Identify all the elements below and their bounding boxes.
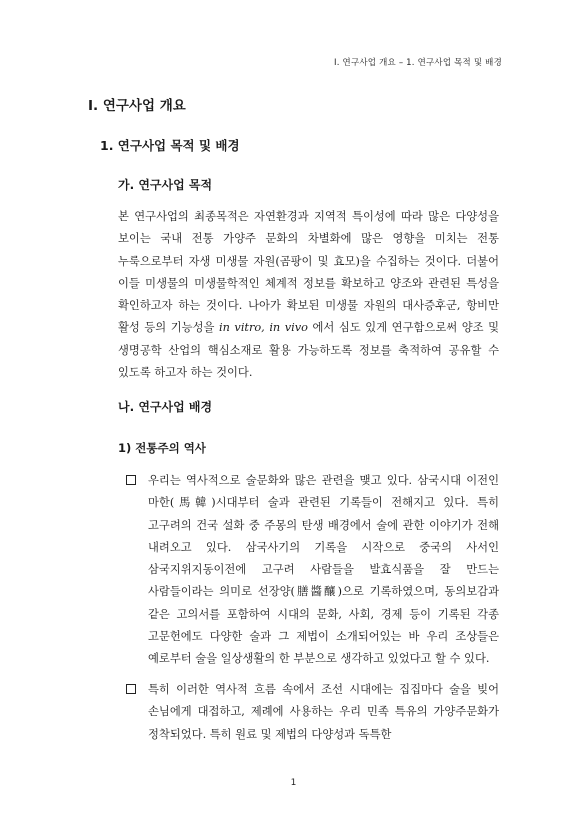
- checkbox-bullet-icon: [126, 684, 136, 694]
- section-heading: 1. 연구사업 목적 및 배경: [100, 138, 240, 153]
- purpose-paragraph: [118, 206, 499, 384]
- purpose-italic-term: in vitro, in vivo: [218, 321, 308, 335]
- running-header: I. 연구사업 개요 – 1. 연구사업 목적 및 배경: [334, 58, 502, 68]
- bullet-item: [126, 679, 499, 746]
- bullet-text: 우리는 역사적으로 술문화와 많은 관련을 맺고 있다. 삼국시대 이전인 마한(馬韓)시대부터 술과 관련된 기록들이 전해지고 있다. 특히 고구려의 건국 설화 중 주몽의 탄생 배경에서 술에 관한 이야기가 전해 내려오고 있다. 삼국사기의 기록을 시작으로 중국의 사서인 삼국지위지동이전에 고구려 사람들을 발효식품을 잘 만드는 사람들이라는 의미로 선장양(膳醬釀)으로 기록하였으며, 동의보감과 같은 고의서를 포함하여 시대의 문화, 사회, 경제 등이 기록된 각종 고문헌에도 다양한 술과 그 제법이 소개되어있는 바 우리 조상들은 예로부터 술을 일상생활의 한 부분으로 생각하고 있었다고 할 수 있다.: [148, 474, 499, 666]
- topic-heading-history: 1) 전통주의 역사: [118, 441, 206, 455]
- subsection-heading-background: 나. 연구사업 배경: [118, 400, 213, 414]
- purpose-text-1: 본 연구사업의 최종목적은 자연환경과 지역적 특이성에 따라 많은 다양성을 보이는 국내 전통 가양주 문화의 차별화에 많은 영향을 미치는 전통 누룩으로부터 자생 미생물 자원(곰팡이 및 효모)을 수집하는 것이다. 더불어 이들 미생물의 미생물학적인 체계적 정보를 확보하고 양조와 관련된 특성을 확인하고자 하는 것이다. 나아가 확보된 미생물 자원의 대사증후군, 항비만 활성 등의 기능성을: [118, 210, 499, 335]
- bullet-item: [126, 470, 499, 671]
- checkbox-bullet-icon: [126, 475, 136, 485]
- chapter-heading: Ⅰ. 연구사업 개요: [88, 98, 186, 114]
- purpose-text-2: 에서 심도 있게 연구함으로써 양조 및 생명공학 산업의 핵심소재로 활용 가능하도록 정보를 축적하여 공유할 수 있도록 하고자 하는 것이다.: [118, 321, 499, 380]
- page-number: 1: [290, 778, 297, 788]
- subsection-heading-purpose: 가. 연구사업 목적: [118, 178, 213, 192]
- bullet-text: 특히 이러한 역사적 흐름 속에서 조선 시대에는 집집마다 술을 빚어 손님에게 대접하고, 제례에 사용하는 우리 민족 특유의 가양주문화가 정착되었다. 특히 원료 및 제법의 다양성과 독특한: [148, 683, 499, 741]
